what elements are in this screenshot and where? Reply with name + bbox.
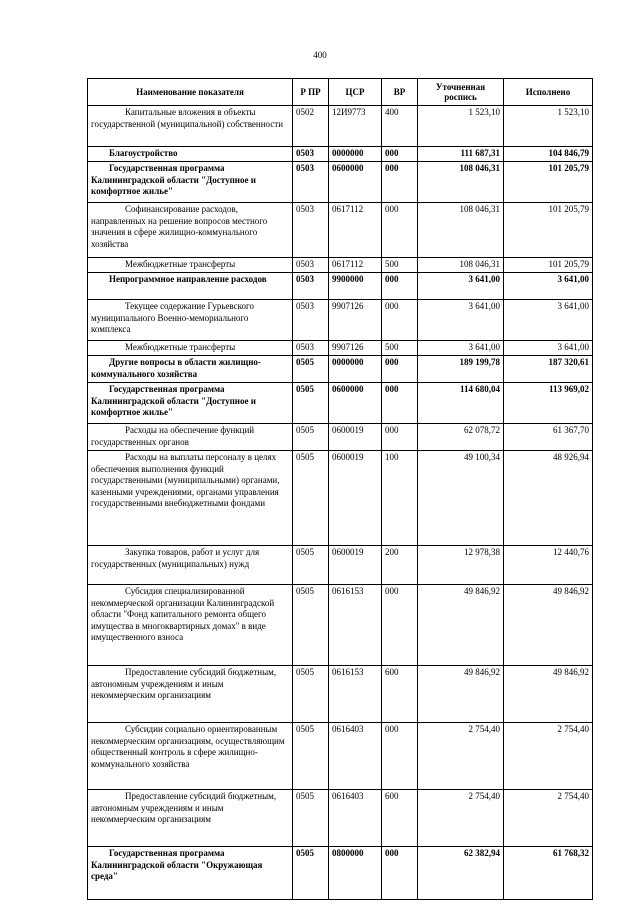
cell-plan: 108 046,31: [418, 258, 504, 273]
cell-exec: 12 440,76: [504, 546, 593, 585]
cell-csr: 0616153: [329, 666, 382, 723]
header-rpr: Р ПР: [293, 79, 329, 106]
cell-rpr: 0505: [293, 847, 329, 900]
cell-csr: 0616153: [329, 585, 382, 666]
cell-plan: 3 641,00: [418, 300, 504, 341]
cell-csr: 9907126: [329, 341, 382, 356]
header-csr: ЦСР: [329, 79, 382, 106]
cell-vr: 100: [382, 451, 418, 546]
cell-exec: 61 367,70: [504, 424, 593, 451]
cell-rpr: 0505: [293, 451, 329, 546]
cell-plan: 2 754,40: [418, 723, 504, 790]
header-plan: Уточненная роспись: [418, 79, 504, 106]
cell-csr: 0616403: [329, 723, 382, 790]
cell-plan: 49 846,92: [418, 666, 504, 723]
cell-rpr: 0503: [293, 341, 329, 356]
cell-exec: 2 754,40: [504, 790, 593, 847]
cell-name: Государственная программа Калининградской области "Доступное и комфортное жилье": [88, 162, 293, 203]
table-row: [88, 106, 593, 147]
cell-rpr: 0505: [293, 356, 329, 383]
cell-csr: 0600019: [329, 451, 382, 546]
table-row: [88, 203, 593, 258]
cell-plan: 12 978,38: [418, 546, 504, 585]
cell-rpr: 0505: [293, 666, 329, 723]
cell-plan: 1 523,10: [418, 106, 504, 147]
cell-vr: 000: [382, 847, 418, 900]
cell-exec: 3 641,00: [504, 341, 593, 356]
cell-vr: 000: [382, 300, 418, 341]
table-row: [88, 847, 593, 900]
cell-csr: 0000000: [329, 147, 382, 162]
cell-rpr: 0503: [293, 300, 329, 341]
cell-exec: 187 320,61: [504, 356, 593, 383]
table-row: [88, 147, 593, 162]
cell-rpr: 0503: [293, 147, 329, 162]
cell-vr: 000: [382, 723, 418, 790]
cell-exec: 3 641,00: [504, 300, 593, 341]
cell-csr: 0600000: [329, 162, 382, 203]
cell-exec: 49 846,92: [504, 666, 593, 723]
cell-name: Благоустройство: [88, 147, 293, 162]
cell-vr: 500: [382, 258, 418, 273]
table-row: [88, 790, 593, 847]
cell-plan: 49 846,92: [418, 585, 504, 666]
cell-exec: 113 969,02: [504, 383, 593, 424]
cell-rpr: 0503: [293, 203, 329, 258]
cell-plan: 3 641,00: [418, 341, 504, 356]
cell-vr: 200: [382, 546, 418, 585]
cell-name: Межбюджетные трансферты: [88, 258, 293, 273]
cell-rpr: 0503: [293, 162, 329, 203]
cell-vr: 000: [382, 424, 418, 451]
table-row: [88, 258, 593, 273]
cell-name: Текущее содержание Гурьевского муниципального Военно-мемориального комплекса: [88, 300, 293, 341]
cell-csr: 0600019: [329, 424, 382, 451]
cell-rpr: 0505: [293, 546, 329, 585]
cell-name: Непрограммное направление расходов: [88, 273, 293, 300]
header-vr: ВР: [382, 79, 418, 106]
cell-exec: 104 846,79: [504, 147, 593, 162]
cell-plan: 3 641,00: [418, 273, 504, 300]
cell-rpr: 0505: [293, 424, 329, 451]
table-row: [88, 341, 593, 356]
table-row: [88, 162, 593, 203]
cell-exec: 101 205,79: [504, 258, 593, 273]
cell-name: Межбюджетные трансферты: [88, 341, 293, 356]
cell-plan: 62 382,94: [418, 847, 504, 900]
cell-rpr: 0505: [293, 585, 329, 666]
cell-csr: 0616403: [329, 790, 382, 847]
cell-name: Предоставление субсидий бюджетным, автономным учреждениям и иным некоммерческим организациям: [88, 666, 293, 723]
cell-plan: 111 687,31: [418, 147, 504, 162]
cell-csr: 0800000: [329, 847, 382, 900]
cell-exec: 101 205,79: [504, 203, 593, 258]
cell-exec: 1 523,10: [504, 106, 593, 147]
table-row: [88, 546, 593, 585]
cell-vr: 000: [382, 585, 418, 666]
cell-name: Государственная программа Калининградской области "Доступное и комфортное жилье": [88, 383, 293, 424]
cell-vr: 400: [382, 106, 418, 147]
cell-name: Закупка товаров, работ и услуг для государственных (муниципальных) нужд: [88, 546, 293, 585]
cell-plan: 2 754,40: [418, 790, 504, 847]
cell-exec: 101 205,79: [504, 162, 593, 203]
cell-exec: 49 846,92: [504, 585, 593, 666]
cell-name: Другие вопросы в области жилищно-коммунального хозяйства: [88, 356, 293, 383]
table-header-row: [88, 79, 593, 106]
table-row: [88, 723, 593, 790]
cell-rpr: 0505: [293, 790, 329, 847]
table-body: [88, 106, 593, 900]
cell-plan: 108 046,31: [418, 162, 504, 203]
cell-plan: 49 100,34: [418, 451, 504, 546]
cell-csr: 0617112: [329, 258, 382, 273]
cell-name: Расходы на выплаты персоналу в целях обеспечения выполнения функций государственными (муниципальными) органами, казенными учреждениями, органами управления государственными внебюджетными фондами: [88, 451, 293, 546]
cell-csr: 0600000: [329, 383, 382, 424]
cell-name: Субсидия специализированной некоммерческой организации Калининградской области "Фонд капитального ремонта общего имущества в многоквартирных домах" в виде имущественного взноса: [88, 585, 293, 666]
cell-exec: 3 641,00: [504, 273, 593, 300]
cell-csr: 9907126: [329, 300, 382, 341]
cell-csr: 12И9773: [329, 106, 382, 147]
table-row: [88, 451, 593, 546]
cell-name: Софинансирование расходов, направленных на решение вопросов местного значения в сфере жилищно-коммунального хозяйства: [88, 203, 293, 258]
cell-plan: 189 199,78: [418, 356, 504, 383]
cell-plan: 108 046,31: [418, 203, 504, 258]
cell-csr: 0617112: [329, 203, 382, 258]
cell-exec: 61 768,32: [504, 847, 593, 900]
cell-csr: 0000000: [329, 356, 382, 383]
cell-rpr: 0503: [293, 273, 329, 300]
table-row: [88, 383, 593, 424]
cell-rpr: 0505: [293, 383, 329, 424]
cell-vr: 000: [382, 147, 418, 162]
budget-table: [87, 78, 593, 900]
cell-vr: 500: [382, 341, 418, 356]
cell-name: Предоставление субсидий бюджетным, автономным учреждениям и иным некоммерческим организациям: [88, 790, 293, 847]
table-row: [88, 356, 593, 383]
cell-rpr: 0502: [293, 106, 329, 147]
cell-name: Расходы на обеспечение функций государственных органов: [88, 424, 293, 451]
cell-vr: 000: [382, 162, 418, 203]
cell-plan: 62 078,72: [418, 424, 504, 451]
cell-csr: 9900000: [329, 273, 382, 300]
cell-vr: 600: [382, 666, 418, 723]
table-row: [88, 273, 593, 300]
cell-vr: 000: [382, 383, 418, 424]
cell-exec: 48 926,94: [504, 451, 593, 546]
cell-name: Капитальные вложения в объекты государственной (муниципальной) собственности: [88, 106, 293, 147]
cell-rpr: 0503: [293, 258, 329, 273]
cell-plan: 114 680,04: [418, 383, 504, 424]
header-name: Наименование показателя: [88, 79, 293, 106]
cell-rpr: 0505: [293, 723, 329, 790]
cell-vr: 000: [382, 273, 418, 300]
cell-vr: 000: [382, 356, 418, 383]
header-exec: Исполнено: [504, 79, 593, 106]
cell-exec: 2 754,40: [504, 723, 593, 790]
cell-csr: 0600019: [329, 546, 382, 585]
table-row: [88, 585, 593, 666]
table-row: [88, 424, 593, 451]
cell-vr: 600: [382, 790, 418, 847]
cell-vr: 000: [382, 203, 418, 258]
table-row: [88, 666, 593, 723]
table-row: [88, 300, 593, 341]
page-number: 400: [313, 50, 327, 60]
cell-name: Субсидии социально ориентированным некоммерческим организациям, осуществляющим общественный контроль в сфере жилищно-коммунального хозяйства: [88, 723, 293, 790]
cell-name: Государственная программа Калининградской области "Окружающая среда": [88, 847, 293, 900]
